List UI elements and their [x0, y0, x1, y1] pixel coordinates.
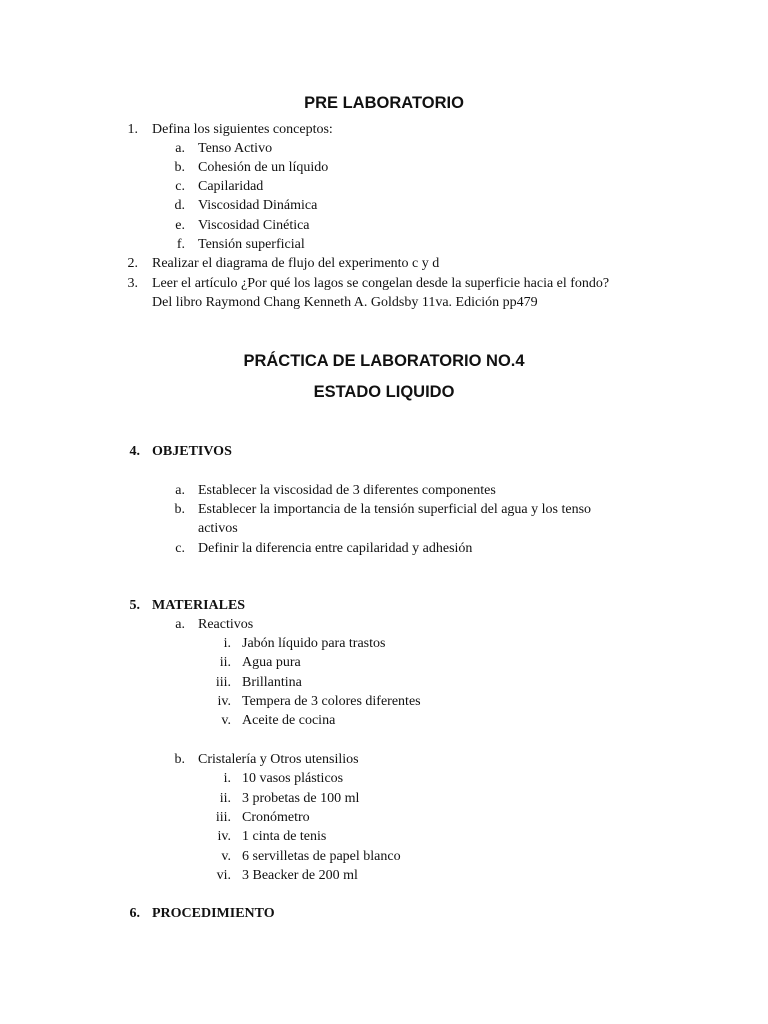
subitem-text: Tempera de 3 colores diferentes [242, 694, 421, 709]
subitem-marker: iv. [217, 694, 231, 709]
subitem-text: 6 servilletas de papel blanco [242, 849, 401, 864]
item-text: Del libro Raymond Chang Kenneth A. Goldsby 11va. Edición pp479 [152, 295, 538, 310]
subitem-text: Tenso Activo [198, 141, 273, 156]
subitem-marker: v. [221, 849, 231, 864]
subitem-text: 1 cinta de tenis [242, 829, 327, 844]
subitem-text: Cronómetro [242, 810, 310, 825]
section-title: PROCEDIMIENTO [152, 906, 275, 921]
group-marker: b. [174, 752, 185, 767]
item-marker: c. [175, 541, 185, 556]
subitem-marker: iii. [215, 675, 231, 690]
item-number: 3. [127, 276, 138, 291]
item-marker: b. [174, 502, 185, 517]
subitem-text: 3 probetas de 100 ml [242, 791, 360, 806]
item-text: Realizar el diagrama de flujo del experimento c y d [152, 256, 440, 271]
subitem-text: 10 vasos plásticos [242, 771, 344, 786]
subitem-marker: vi. [216, 868, 231, 883]
subitem-text: Agua pura [242, 655, 301, 670]
subitem-marker: c. [175, 179, 185, 194]
subitem-text: Aceite de cocina [242, 713, 336, 728]
item-text: Defina los siguientes conceptos: [152, 122, 333, 137]
subitem-text: Cohesión de un líquido [198, 160, 329, 175]
group-title: Reactivos [198, 617, 254, 632]
subitem-marker: iv. [217, 829, 231, 844]
subitem-marker: e. [175, 218, 185, 233]
subitem-text: Brillantina [242, 675, 302, 690]
pre-lab-title: PRE LABORATORIO [304, 94, 464, 112]
item-text: Establecer la importancia de la tensión superficial del agua y los tenso [198, 502, 592, 517]
subitem-marker: ii. [219, 791, 231, 806]
group-marker: a. [175, 617, 185, 632]
section-number: 6. [129, 906, 140, 921]
subitem-marker: v. [221, 713, 231, 728]
subitem-marker: f. [176, 237, 185, 252]
subitem-text: Viscosidad Dinámica [198, 198, 318, 213]
subitem-text: Capilaridad [198, 179, 264, 194]
subitem-marker: i. [223, 636, 231, 651]
section-number: 5. [129, 598, 140, 613]
item-number: 1. [127, 122, 138, 137]
item-text: Establecer la viscosidad de 3 diferentes componentes [198, 483, 496, 498]
item-text: Leer el artículo ¿Por qué los lagos se congelan desde la superficie hacia el fondo? [152, 276, 610, 291]
section-title: OBJETIVOS [152, 444, 232, 459]
item-number: 2. [127, 256, 138, 271]
group-title: Cristalería y Otros utensilios [198, 752, 359, 767]
subitem-marker: ii. [219, 655, 231, 670]
section-title: MATERIALES [152, 598, 246, 613]
section-number: 4. [129, 444, 140, 459]
subitem-marker: i. [223, 771, 231, 786]
item-marker: a. [175, 483, 185, 498]
subitem-text: Tensión superficial [198, 237, 305, 252]
subitem-marker: iii. [215, 810, 231, 825]
subitem-marker: b. [174, 160, 185, 175]
subitem-text: 3 Beacker de 200 ml [242, 868, 358, 883]
item-text: Definir la diferencia entre capilaridad y adhesión [198, 541, 473, 556]
subitem-marker: a. [175, 141, 185, 156]
subitem-text: Jabón líquido para trastos [242, 636, 386, 651]
subitem-text: Viscosidad Cinética [198, 218, 310, 233]
item-text: activos [198, 521, 238, 536]
practice-subtitle: ESTADO LIQUIDO [313, 383, 455, 401]
subitem-marker: d. [174, 198, 185, 213]
practice-title: PRÁCTICA DE LABORATORIO NO.4 [243, 352, 525, 370]
